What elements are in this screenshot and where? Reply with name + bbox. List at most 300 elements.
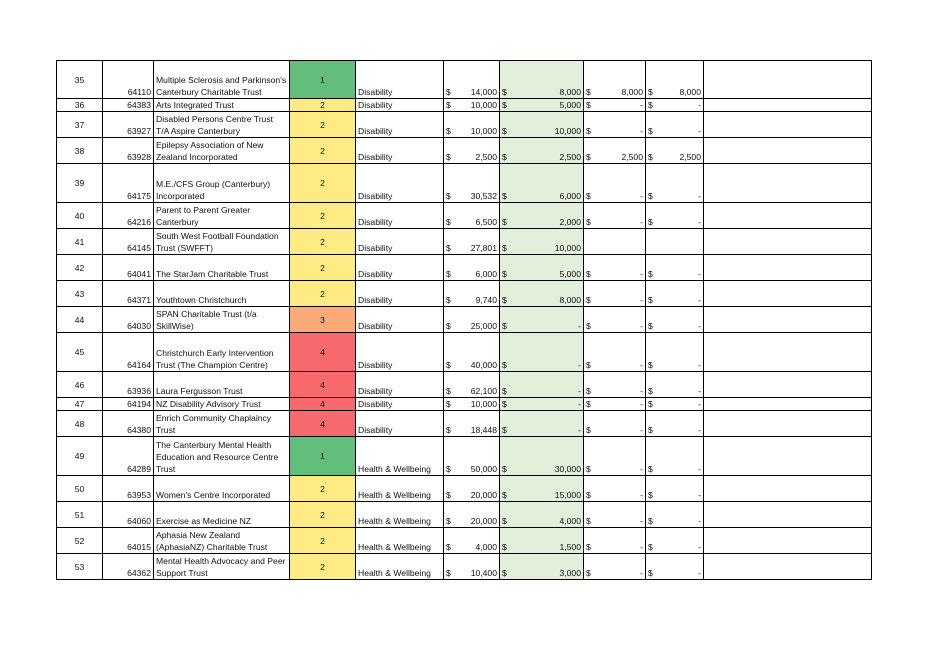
currency-symbol: $ (648, 321, 653, 331)
application-code-cell: 64110 (103, 61, 154, 99)
table-row (57, 398, 872, 411)
currency-symbol: $ (648, 126, 653, 136)
organisation-name-cell: Disabled Persons Centre Trust T/A Aspire Canterbury (154, 112, 290, 138)
currency-symbol: $ (648, 399, 653, 409)
amount-value: - (698, 490, 701, 500)
currency-symbol: $ (502, 464, 507, 474)
amount-value: 5,000 (559, 100, 581, 110)
organisation-name-cell: The StarJam Charitable Trust (154, 255, 290, 281)
priority-score-cell: 2 (290, 476, 356, 502)
amount-value: 20,000 (470, 516, 497, 526)
organisation-name-cell: Laura Fergusson Trust (154, 372, 290, 398)
amount-recommended-cell (500, 99, 584, 112)
organisation-name-cell: Exercise as Medicine NZ (154, 502, 290, 528)
amount-column-3-cell (584, 255, 646, 281)
currency-symbol: $ (648, 217, 653, 227)
application-code-cell: 63953 (103, 476, 154, 502)
amount-value: - (640, 321, 643, 331)
currency-symbol: $ (586, 152, 591, 162)
currency-symbol: $ (586, 516, 591, 526)
amount-value: 3,000 (559, 568, 581, 578)
organisation-name-cell: Women's Centre Incorporated (154, 476, 290, 502)
currency-symbol: $ (502, 295, 507, 305)
category-cell: Health & Wellbeing (356, 554, 444, 580)
category-cell: Disability (356, 138, 444, 164)
row-number-cell: 42 (57, 255, 103, 281)
amount-requested-cell (444, 138, 500, 164)
amount-value: - (578, 321, 581, 331)
currency-symbol: $ (648, 542, 653, 552)
amount-value: 14,000 (470, 87, 497, 97)
currency-symbol: $ (586, 542, 591, 552)
priority-score-cell: 4 (290, 398, 356, 411)
funding-table (56, 60, 872, 580)
table-row (57, 61, 872, 99)
amount-value: - (640, 217, 643, 227)
application-code-cell: 64060 (103, 502, 154, 528)
amount-recommended-cell (500, 476, 584, 502)
application-code-cell: 64371 (103, 281, 154, 307)
currency-symbol: $ (502, 152, 507, 162)
amount-value: - (578, 399, 581, 409)
amount-recommended-cell (500, 333, 584, 372)
currency-symbol: $ (648, 386, 653, 396)
priority-score-cell: 2 (290, 112, 356, 138)
priority-score-cell: 4 (290, 411, 356, 437)
amount-column-4-cell (646, 203, 704, 229)
currency-symbol: $ (446, 152, 451, 162)
category-cell: Disability (356, 411, 444, 437)
application-code-cell: 64030 (103, 307, 154, 333)
currency-symbol: $ (586, 386, 591, 396)
currency-symbol: $ (502, 243, 507, 253)
currency-symbol: $ (586, 217, 591, 227)
amount-value: 6,000 (475, 269, 497, 279)
currency-symbol: $ (648, 295, 653, 305)
amount-column-3-cell (584, 476, 646, 502)
currency-symbol: $ (446, 425, 451, 435)
amount-value: - (640, 295, 643, 305)
table-row (57, 437, 872, 476)
currency-symbol: $ (446, 386, 451, 396)
organisation-name-cell: SPAN Charitable Trust (t/a SkillWise) (154, 307, 290, 333)
amount-value: 2,000 (559, 217, 581, 227)
amount-value: 10,000 (470, 100, 497, 110)
amount-recommended-cell (500, 502, 584, 528)
amount-value: 10,000 (554, 126, 581, 136)
amount-value: - (698, 295, 701, 305)
priority-score-cell: 2 (290, 554, 356, 580)
amount-column-3-cell (584, 229, 646, 255)
organisation-name-cell: Aphasia New Zealand (AphasiaNZ) Charitable Trust (154, 528, 290, 554)
organisation-name-cell: Parent to Parent Greater Canterbury (154, 203, 290, 229)
amount-value: 20,000 (470, 490, 497, 500)
amount-value: - (698, 191, 701, 201)
amount-recommended-cell (500, 164, 584, 203)
amount-column-4-cell (646, 411, 704, 437)
row-number-cell: 49 (57, 437, 103, 476)
amount-value: - (698, 100, 701, 110)
organisation-name-cell: South West Football Foundation Trust (SWFFT) (154, 229, 290, 255)
comments-cell (704, 138, 872, 164)
amount-value: - (698, 425, 701, 435)
priority-score-cell: 1 (290, 61, 356, 99)
amount-recommended-cell (500, 554, 584, 580)
amount-value: - (698, 516, 701, 526)
currency-symbol: $ (648, 269, 653, 279)
amount-column-3-cell (584, 61, 646, 99)
row-number-cell: 39 (57, 164, 103, 203)
amount-recommended-cell (500, 307, 584, 333)
application-code-cell: 64194 (103, 398, 154, 411)
amount-column-4-cell (646, 112, 704, 138)
amount-column-3-cell (584, 528, 646, 554)
amount-value: 8,000 (559, 87, 581, 97)
comments-cell (704, 476, 872, 502)
amount-value: 10,000 (554, 243, 581, 253)
amount-recommended-cell (500, 398, 584, 411)
amount-value: 18,448 (470, 425, 497, 435)
amount-requested-cell (444, 437, 500, 476)
currency-symbol: $ (446, 542, 451, 552)
table-row (57, 554, 872, 580)
amount-recommended-cell (500, 203, 584, 229)
table-row (57, 333, 872, 372)
amount-recommended-cell (500, 112, 584, 138)
amount-value: 10,400 (470, 568, 497, 578)
priority-score-cell: 4 (290, 372, 356, 398)
amount-value: 6,500 (475, 217, 497, 227)
row-number-cell: 51 (57, 502, 103, 528)
row-number-cell: 38 (57, 138, 103, 164)
amount-value: 15,000 (554, 490, 581, 500)
amount-value: - (640, 464, 643, 474)
application-code-cell: 64362 (103, 554, 154, 580)
amount-value: - (640, 191, 643, 201)
amount-column-3-cell (584, 281, 646, 307)
category-cell: Health & Wellbeing (356, 502, 444, 528)
amount-requested-cell (444, 398, 500, 411)
amount-value: 8,000 (559, 295, 581, 305)
amount-recommended-cell (500, 528, 584, 554)
category-cell: Disability (356, 164, 444, 203)
priority-score-cell: 4 (290, 333, 356, 372)
currency-symbol: $ (446, 360, 451, 370)
organisation-name-cell: M.E./CFS Group (Canterbury) Incorporated (154, 164, 290, 203)
row-number-cell: 45 (57, 333, 103, 372)
amount-requested-cell (444, 164, 500, 203)
comments-cell (704, 333, 872, 372)
table-row (57, 164, 872, 203)
currency-symbol: $ (586, 464, 591, 474)
currency-symbol: $ (648, 568, 653, 578)
amount-value: - (698, 386, 701, 396)
currency-symbol: $ (446, 87, 451, 97)
amount-value: 30,532 (470, 191, 497, 201)
row-number-cell: 41 (57, 229, 103, 255)
organisation-name-cell: Mental Health Advocacy and Peer Support Trust (154, 554, 290, 580)
amount-requested-cell (444, 333, 500, 372)
category-cell: Health & Wellbeing (356, 528, 444, 554)
table-row (57, 372, 872, 398)
comments-cell (704, 61, 872, 99)
currency-symbol: $ (502, 542, 507, 552)
amount-column-4-cell (646, 398, 704, 411)
table-row (57, 203, 872, 229)
row-number-cell: 36 (57, 99, 103, 112)
table-row (57, 411, 872, 437)
amount-value: 50,000 (470, 464, 497, 474)
currency-symbol: $ (586, 490, 591, 500)
category-cell: Disability (356, 99, 444, 112)
amount-value: - (698, 321, 701, 331)
amount-column-4-cell (646, 476, 704, 502)
amount-column-3-cell (584, 502, 646, 528)
currency-symbol: $ (502, 269, 507, 279)
amount-requested-cell (444, 502, 500, 528)
amount-requested-cell (444, 255, 500, 281)
category-cell: Disability (356, 255, 444, 281)
currency-symbol: $ (502, 490, 507, 500)
amount-column-4-cell (646, 333, 704, 372)
amount-requested-cell (444, 99, 500, 112)
amount-column-4-cell (646, 229, 704, 255)
currency-symbol: $ (446, 100, 451, 110)
table-row (57, 307, 872, 333)
category-cell: Health & Wellbeing (356, 437, 444, 476)
amount-column-4-cell (646, 372, 704, 398)
currency-symbol: $ (502, 425, 507, 435)
currency-symbol: $ (648, 152, 653, 162)
amount-requested-cell (444, 112, 500, 138)
currency-symbol: $ (586, 126, 591, 136)
row-number-cell: 43 (57, 281, 103, 307)
currency-symbol: $ (586, 568, 591, 578)
currency-symbol: $ (446, 217, 451, 227)
amount-value: 2,500 (679, 152, 701, 162)
category-cell: Disability (356, 281, 444, 307)
amount-column-3-cell (584, 307, 646, 333)
currency-symbol: $ (446, 490, 451, 500)
row-number-cell: 47 (57, 398, 103, 411)
comments-cell (704, 99, 872, 112)
amount-value: 40,000 (470, 360, 497, 370)
currency-symbol: $ (648, 425, 653, 435)
amount-value: - (640, 269, 643, 279)
priority-score-cell: 2 (290, 502, 356, 528)
organisation-name-cell: NZ Disability Advisory Trust (154, 398, 290, 411)
category-cell: Disability (356, 61, 444, 99)
priority-score-cell: 2 (290, 255, 356, 281)
application-code-cell: 64041 (103, 255, 154, 281)
comments-cell (704, 112, 872, 138)
category-cell: Disability (356, 112, 444, 138)
row-number-cell: 40 (57, 203, 103, 229)
currency-symbol: $ (586, 191, 591, 201)
amount-column-3-cell (584, 164, 646, 203)
currency-symbol: $ (648, 360, 653, 370)
currency-symbol: $ (586, 269, 591, 279)
amount-value: - (698, 360, 701, 370)
amount-recommended-cell (500, 229, 584, 255)
amount-value: - (640, 360, 643, 370)
amount-column-4-cell (646, 307, 704, 333)
priority-score-cell: 1 (290, 437, 356, 476)
amount-value: 8,000 (679, 87, 701, 97)
amount-value: 2,500 (559, 152, 581, 162)
comments-cell (704, 411, 872, 437)
comments-cell (704, 255, 872, 281)
currency-symbol: $ (586, 100, 591, 110)
amount-recommended-cell (500, 61, 584, 99)
organisation-name-cell: Enrich Community Chaplaincy Trust (154, 411, 290, 437)
currency-symbol: $ (502, 126, 507, 136)
currency-symbol: $ (502, 516, 507, 526)
amount-value: - (640, 100, 643, 110)
amount-requested-cell (444, 554, 500, 580)
priority-score-cell: 2 (290, 164, 356, 203)
amount-requested-cell (444, 281, 500, 307)
amount-value: 62,100 (470, 386, 497, 396)
amount-requested-cell (444, 61, 500, 99)
organisation-name-cell: Christchurch Early Intervention Trust (The Champion Centre) (154, 333, 290, 372)
amount-recommended-cell (500, 255, 584, 281)
currency-symbol: $ (446, 295, 451, 305)
amount-value: 10,000 (470, 399, 497, 409)
amount-value: 30,000 (554, 464, 581, 474)
amount-column-3-cell (584, 372, 646, 398)
currency-symbol: $ (446, 126, 451, 136)
table-row (57, 281, 872, 307)
row-number-cell: 48 (57, 411, 103, 437)
row-number-cell: 53 (57, 554, 103, 580)
amount-column-3-cell (584, 398, 646, 411)
amount-value: - (698, 464, 701, 474)
comments-cell (704, 554, 872, 580)
application-code-cell: 64175 (103, 164, 154, 203)
amount-value: - (698, 269, 701, 279)
amount-requested-cell (444, 476, 500, 502)
row-number-cell: 37 (57, 112, 103, 138)
amount-requested-cell (444, 411, 500, 437)
amount-value: - (640, 425, 643, 435)
amount-column-3-cell (584, 554, 646, 580)
amount-recommended-cell (500, 138, 584, 164)
priority-score-cell: 2 (290, 99, 356, 112)
comments-cell (704, 502, 872, 528)
amount-value: - (640, 568, 643, 578)
amount-column-3-cell (584, 437, 646, 476)
amount-value: - (578, 425, 581, 435)
organisation-name-cell: Youthtown Christchurch (154, 281, 290, 307)
currency-symbol: $ (586, 360, 591, 370)
amount-column-4-cell (646, 437, 704, 476)
application-code-cell: 64383 (103, 99, 154, 112)
category-cell: Health & Wellbeing (356, 476, 444, 502)
application-code-cell: 64216 (103, 203, 154, 229)
amount-column-4-cell (646, 99, 704, 112)
comments-cell (704, 307, 872, 333)
currency-symbol: $ (502, 87, 507, 97)
amount-value: 5,000 (559, 269, 581, 279)
amount-value: - (698, 217, 701, 227)
currency-symbol: $ (446, 269, 451, 279)
amount-column-4-cell (646, 554, 704, 580)
currency-symbol: $ (502, 321, 507, 331)
amount-column-3-cell (584, 112, 646, 138)
table-row (57, 229, 872, 255)
row-number-cell: 46 (57, 372, 103, 398)
amount-value: 4,000 (475, 542, 497, 552)
amount-value: - (578, 386, 581, 396)
priority-score-cell: 2 (290, 203, 356, 229)
amount-value: 2,500 (475, 152, 497, 162)
amount-requested-cell (444, 528, 500, 554)
amount-recommended-cell (500, 372, 584, 398)
row-number-cell: 35 (57, 61, 103, 99)
comments-cell (704, 203, 872, 229)
application-code-cell: 64145 (103, 229, 154, 255)
currency-symbol: $ (446, 568, 451, 578)
amount-value: 6,000 (559, 191, 581, 201)
amount-value: - (698, 126, 701, 136)
table-row (57, 502, 872, 528)
comments-cell (704, 281, 872, 307)
currency-symbol: $ (446, 243, 451, 253)
amount-requested-cell (444, 307, 500, 333)
amount-column-4-cell (646, 502, 704, 528)
table-row (57, 476, 872, 502)
currency-symbol: $ (586, 425, 591, 435)
amount-column-3-cell (584, 333, 646, 372)
amount-column-4-cell (646, 528, 704, 554)
amount-value: - (640, 516, 643, 526)
currency-symbol: $ (648, 87, 653, 97)
amount-column-4-cell (646, 61, 704, 99)
currency-symbol: $ (648, 191, 653, 201)
amount-column-3-cell (584, 99, 646, 112)
comments-cell (704, 398, 872, 411)
organisation-name-cell: The Canterbury Mental Health Education and Resource Centre Trust (154, 437, 290, 476)
comments-cell (704, 164, 872, 203)
table-row (57, 528, 872, 554)
amount-value: - (640, 490, 643, 500)
currency-symbol: $ (446, 399, 451, 409)
amount-value: 8,000 (621, 87, 643, 97)
currency-symbol: $ (502, 100, 507, 110)
currency-symbol: $ (446, 321, 451, 331)
currency-symbol: $ (586, 87, 591, 97)
amount-recommended-cell (500, 437, 584, 476)
table-row (57, 112, 872, 138)
currency-symbol: $ (648, 464, 653, 474)
application-code-cell: 64015 (103, 528, 154, 554)
currency-symbol: $ (502, 386, 507, 396)
amount-column-4-cell (646, 255, 704, 281)
amount-recommended-cell (500, 411, 584, 437)
currency-symbol: $ (648, 516, 653, 526)
comments-cell (704, 229, 872, 255)
priority-score-cell: 2 (290, 229, 356, 255)
comments-cell (704, 437, 872, 476)
currency-symbol: $ (446, 191, 451, 201)
application-code-cell: 64380 (103, 411, 154, 437)
amount-column-4-cell (646, 164, 704, 203)
amount-column-4-cell (646, 138, 704, 164)
amount-value: - (698, 399, 701, 409)
priority-score-cell: 2 (290, 138, 356, 164)
priority-score-cell: 2 (290, 528, 356, 554)
